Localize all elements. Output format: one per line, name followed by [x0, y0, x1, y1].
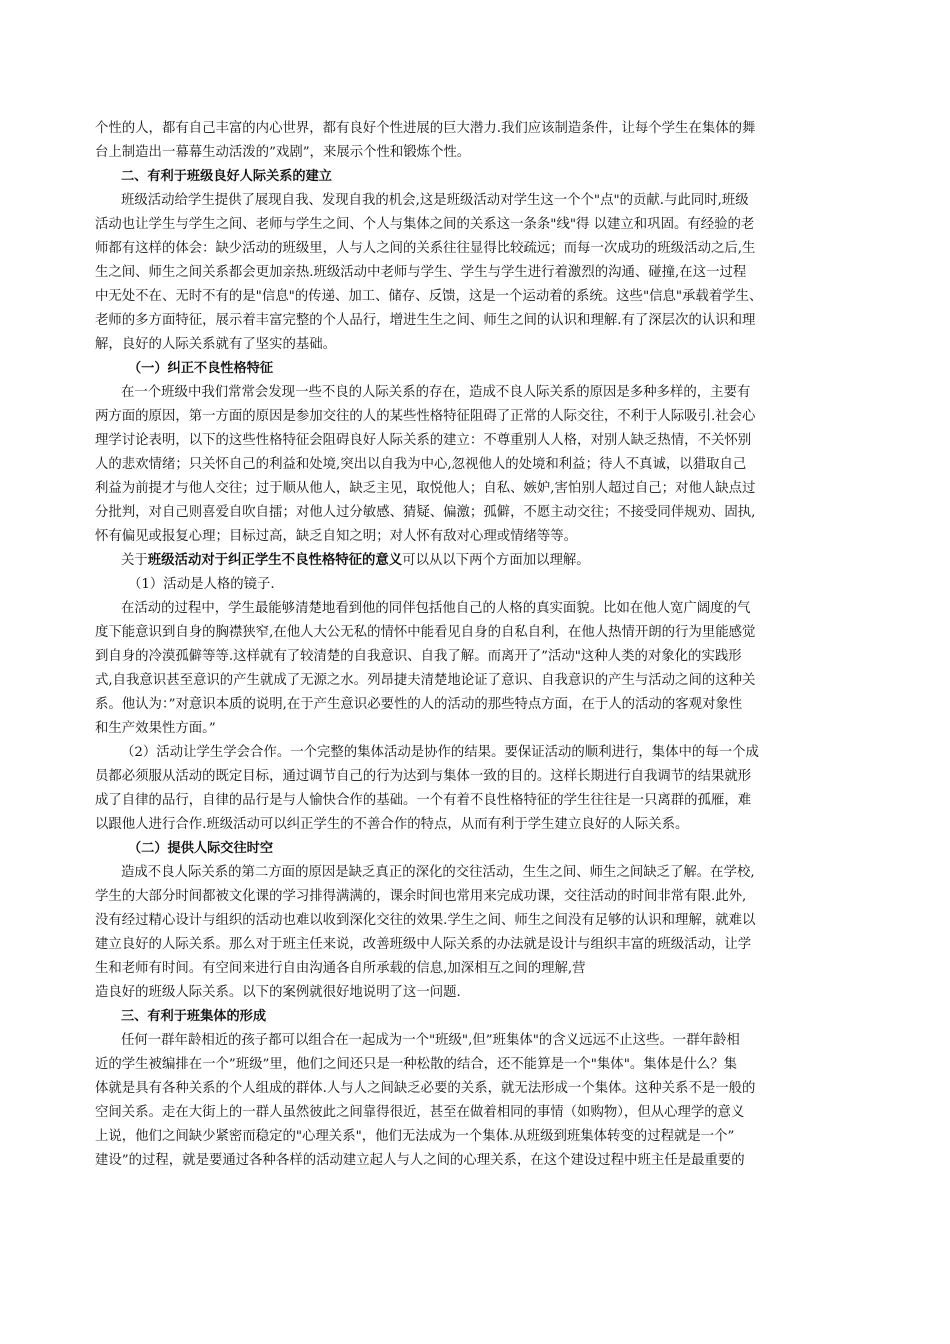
- text-line: 两方面的原因，第一方面的原因是参加交往的人的某些性格特征阻碍了正常的人际交往，不利于人际吸引.社会心: [95, 409, 756, 424]
- text-line: 活动也让学生与学生之间、老师与学生之间、个人与集体之间的关系这一条条"线"得 以建立和巩固。有经验的老: [95, 217, 755, 232]
- text-line: 系。他认为：”对意识本质的说明,在于产生意识必要性的人的活动的那些特点方面，在于人的活动的客观对象性: [95, 697, 743, 712]
- text-line: 式,自我意识甚至意识的产生就成了无源之水。列昂捷夫清楚地论证了意识、自我意识的产生与活动之间的这种关: [95, 673, 756, 688]
- bold-phrase: 班级活动对于纠正学生不良性格特征的意义: [147, 553, 403, 568]
- mixed-text-line: [121, 549, 885, 573]
- list-item-1-title: （1）活动是人格的镜子.: [128, 577, 275, 592]
- text-line: 解，良好的人际关系就有了坚实的基础。: [95, 337, 337, 352]
- text-line: 员都必须服从活动的既定目标，通过调节自己的行为达到与集体一致的目的。这样长期进行自我调节的结果就形: [95, 769, 752, 784]
- text-line: 成了自律的品行，自律的品行是与人愉快合作的基础。一个有着不良性格特征的学生往往是一只离群的孤雁，难: [95, 793, 752, 808]
- subsection-heading-2: （二）提供人际交往时空: [128, 841, 274, 856]
- text-line: 造成不良人际关系的第二方面的原因是缺乏真正的深化的交往活动，生生之间、师生之间缺乏了解。在学校,: [121, 865, 755, 880]
- text-line: 人的悲欢情绪；只关怀自己的利益和处境,突出以自我为中心,忽视他人的处境和利益；待人不真诚，以猎取自己: [95, 457, 747, 472]
- text-line: 台上制造出一幕幕生动活泼的”戏剧”，来展示个性和锻炼个性。: [95, 145, 471, 160]
- text-line: 学生的大部分时间都被文化课的学习排得满满的，课余时间也常用来完成功课，交往活动的时间非常有限.此外,: [95, 889, 747, 904]
- subsection-heading-1: （一）纠正不良性格特征: [128, 361, 274, 376]
- text-line: 空间关系。走在大街上的一群人虽然彼此之间靠得很近，甚至在做着相同的事情（如购物），但从心理学的意义: [95, 1105, 745, 1120]
- section-heading-2: 二、有利于班级良好人际关系的建立: [121, 169, 332, 184]
- text-line: 理学讨论表明，以下的这些性格特征会阻碍良好人际关系的建立：不尊重别人人格，对别人缺乏热情，不关怀别: [95, 433, 752, 448]
- text-line: 任何一群年龄相近的孩子都可以组合在一起成为一个"班级",但”班集体"的含义远远不止这些。一群年龄相: [121, 1033, 740, 1048]
- text-line: 到自身的冷漠孤僻等等.这样就有了较清楚的自我意识、自我了解。而离开了”活动"这种人类的对象化的实践形: [95, 649, 742, 664]
- text-line: 生和老师有时间。有空间来进行自由沟通各自所承载的信息,加深相互之间的理解,营: [95, 961, 586, 976]
- text-line: 在一个班级中我们常常会发现一些不良的人际关系的存在，造成不良人际关系的原因是多种多样的，主要有: [121, 385, 751, 400]
- text-line: 生之间、师生之间关系都会更加亲热.班级活动中老师与学生、学生与学生进行着激烈的沟通、碰撞,在这一过程: [95, 265, 747, 280]
- text-line: 中无处不在、无时不有的是"信息"的传递、加工、储存、反馈，这是一个运动着的系统。这些"信息"承载着学生、: [95, 289, 763, 304]
- text-line: 分批判，对自己则喜爱自吹自擂；对他人过分敏感、猜疑、偏激；孤僻，不愿主动交往；不接受同伴规劝、固执,: [95, 505, 756, 520]
- text-line: 在活动的过程中，学生最能够清楚地看到他的同伴包括他自己的人格的真实面貌。比如在他人宽广阔度的气: [121, 601, 751, 616]
- text-suffix: 可以从以下两个方面加以理解。: [402, 553, 590, 568]
- text-line: 没有经过精心设计与组织的活动也难以收到深化交往的效果.学生之间、师生之间没有足够的认识和理解，就难以: [95, 913, 756, 928]
- text-line: 师都有这样的体会：缺少活动的班级里，人与人之间的关系往往显得比较疏远；而每一次成功的班级活动之后,生: [95, 241, 756, 256]
- text-line: 近的学生被编排在一个”班级”里，他们之间还只是一种松散的结合，还不能算是一个"集体"。集体是什么？集: [95, 1057, 737, 1072]
- text-line: 老师的多方面特征，展示着丰富完整的个人品行，增进生生之间、师生之间的认识和理解.有了深层次的认识和理: [95, 313, 756, 328]
- text-line: 上说，他们之间缺少紧密而稳定的"心理关系"，他们无法成为一个集体.从班级到班集体转变的过程就是一个”: [95, 1129, 735, 1144]
- text-line: （2）活动让学生学会合作。一个完整的集体活动是协作的结果。要保证活动的顺利进行，集体中的每一个成: [121, 745, 759, 760]
- text-line: 造良好的班级人际关系。以下的案例就很好地说明了这一问题.: [95, 985, 461, 1000]
- text-line: 以跟他人进行合作.班级活动可以纠正学生的不善合作的特点，从而有利于学生建立良好的人际关系。: [95, 817, 689, 832]
- text-line: 班级活动给学生提供了展现自我、发现自我的机会,这是班级活动对学生这一个个"点"的贡献.与此同时,班级: [121, 193, 749, 208]
- text-line: 利益为前提才与他人交往；过于顺从他人，缺乏主见，取悦他人；自私、嫉妒,害怕别人超过自己；对他人缺点过: [95, 481, 756, 496]
- text-line: 度下能意识到自身的胸襟狭窄,在他人大公无私的情怀中能看见自身的自私自利，在他人热情开朗的行为里能感觉: [95, 625, 756, 640]
- text-line: 和生产效果性方面。”: [95, 721, 216, 736]
- text-line: 个性的人，都有自己丰富的内心世界，都有良好个性进展的巨大潜力.我们应该制造条件，让每个学生在集体的舞: [95, 121, 756, 136]
- section-heading-3: 三、有利于班集体的形成: [121, 1009, 267, 1024]
- text-line: 建立良好的人际关系。那么对于班主任来说，改善班级中人际关系的办法就是设计与组织丰富的班级活动，让学: [95, 937, 752, 952]
- text-line: 体就是具有各种关系的个人组成的群体.人与人之间缺乏必要的关系，就无法形成一个集体。这种关系不是一般的: [95, 1081, 756, 1096]
- text-line: 怀有偏见或报复心理；目标过高，缺乏自知之明；对人怀有敌对心理或情绪等等。: [95, 529, 578, 544]
- text-line: 建设”的过程，就是要通过各种各样的活动建立起人与人之间的心理关系，在这个建设过程中班主任是最重要的: [95, 1153, 745, 1168]
- text-prefix: 关于: [121, 553, 148, 568]
